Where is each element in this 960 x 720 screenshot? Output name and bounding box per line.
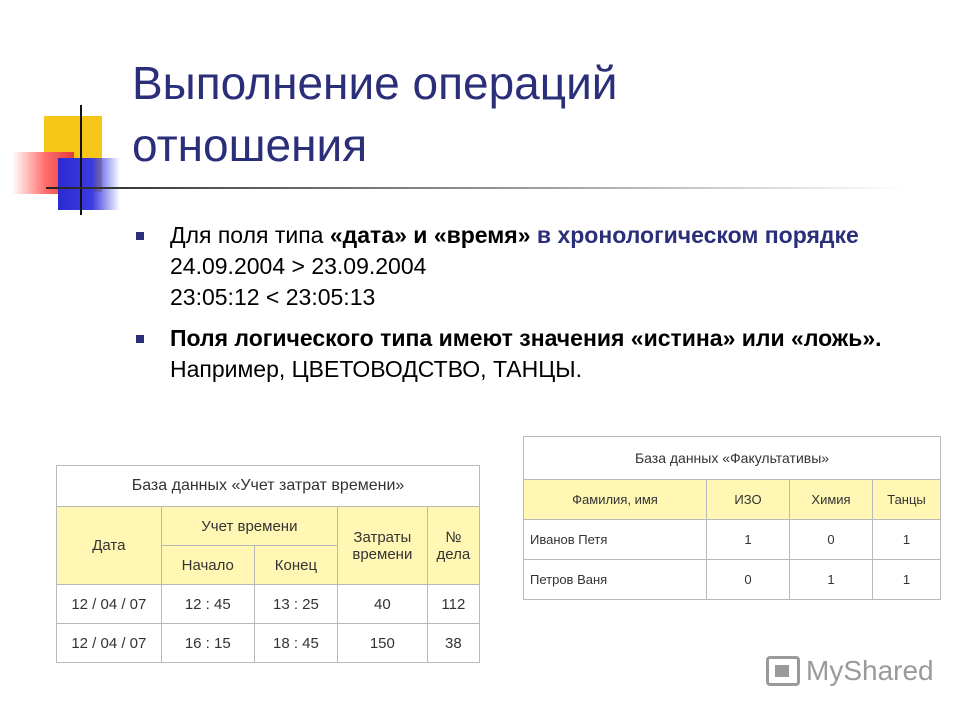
bullet-item-logical [132,323,932,385]
bullet2-rest: Например, ЦВЕТОВОДСТВО, ТАНЦЫ. [170,356,582,382]
header-name: Фамилия, имя [524,480,707,520]
bullet1-example-date: 24.09.2004 > 23.09.2004 [170,253,427,279]
cell-number: 112 [427,585,479,624]
bullet-item-datetime [132,220,932,313]
time-table-caption: База данных «Учет затрат времени» [57,466,480,507]
cell-start: 12 : 45 [161,585,254,624]
cell-art: 0 [707,560,790,600]
header-end: Конец [254,546,337,585]
decor-blue-square [58,158,120,210]
bullet-square-icon [136,232,144,240]
title-line-2: отношения [132,119,368,171]
table-row [57,624,480,663]
cell-end: 13 : 25 [254,585,337,624]
cell-dance: 1 [873,560,941,600]
watermark [766,655,934,687]
bullet-square-icon [136,335,144,343]
table-row [524,520,941,560]
title-underline [46,187,906,189]
table-row [57,585,480,624]
bullet2-bold: Поля логического типа имеют значения «истина» или «ложь». [170,325,882,351]
cell-date: 12 / 04 / 07 [57,624,162,663]
header-art: ИЗО [707,480,790,520]
header-case-number: № дела [427,507,479,585]
bullet1-prefix: Для поля типа [170,222,330,248]
bullet1-chrono: в хронологическом порядке [530,222,859,248]
header-time-account: Учет времени [161,507,337,546]
header-date: Дата [57,507,162,585]
electives-table [523,436,941,600]
cell-dance: 1 [873,520,941,560]
table-row [524,560,941,600]
title-line-1: Выполнение операций [132,57,618,109]
bullet-list [132,220,932,395]
time-table [56,465,480,663]
bullet1-example-time: 23:05:12 < 23:05:13 [170,284,376,310]
decor-vertical-line [80,105,82,215]
cell-cost: 40 [338,585,428,624]
cell-chemistry: 0 [790,520,873,560]
bullet1-time: и «время» [406,222,531,248]
presentation-icon [766,656,800,686]
cell-date: 12 / 04 / 07 [57,585,162,624]
bullet1-date: «дата» [329,222,407,248]
cell-chemistry: 1 [790,560,873,600]
electives-table-caption: База данных «Факультативы» [524,437,941,480]
header-chemistry: Химия [790,480,873,520]
cell-name: Иванов Петя [524,520,707,560]
cell-art: 1 [707,520,790,560]
slide-title [132,52,912,176]
watermark-text: MyShared [806,655,934,686]
cell-cost: 150 [338,624,428,663]
cell-end: 18 : 45 [254,624,337,663]
header-start: Начало [161,546,254,585]
header-dance: Танцы [873,480,941,520]
cell-name: Петров Ваня [524,560,707,600]
cell-start: 16 : 15 [161,624,254,663]
header-time-cost: Затраты времени [338,507,428,585]
cell-number: 38 [427,624,479,663]
